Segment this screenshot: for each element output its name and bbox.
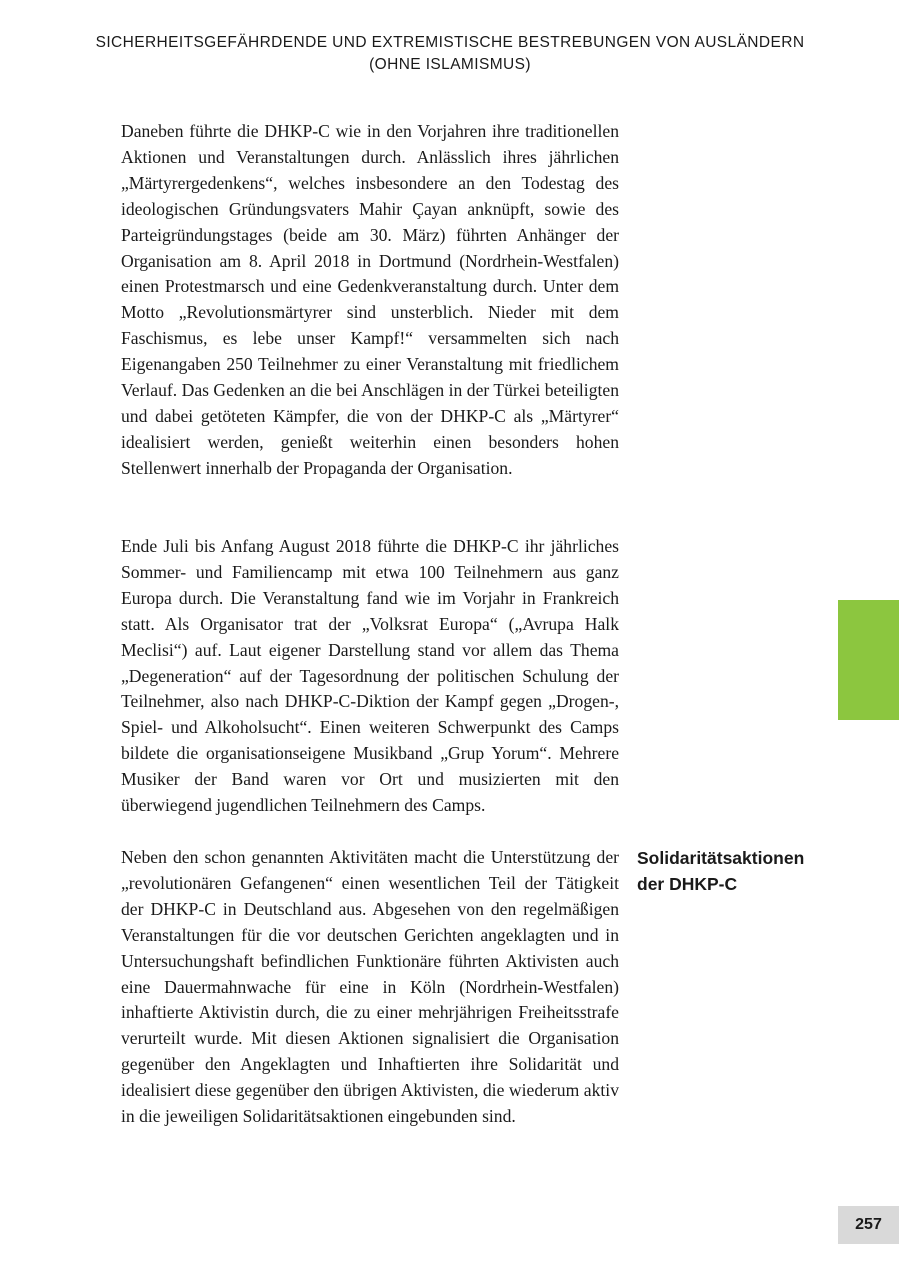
margin-heading-line-1: Solidaritätsaktionen xyxy=(637,848,805,868)
page-number: 257 xyxy=(838,1206,899,1244)
paragraph-text: Daneben führte die DHKP-C wie in den Vorjahren ihre traditionellen Aktionen und Veranstaltungen durch. Anlässlich ihres jährlichen „Märtyrergedenkens“, welches insbesondere an den Todestag des ideologischen Gründungsvaters Mahir Çayan anknüpft, sowie des Parteigründungstages (beide am 30. März) führten Anhänger der Organisation am 8. April 2018 in Dortmund (Nordrhein-Westfalen) einen Protestmarsch und eine Gedenkveranstaltung durch. Unter dem Motto „Revolutionsmärtyrer sind unsterblich. Nieder mit dem Faschismus, es lebe unser Kampf!“ versammelten sich nach Eigenangaben 250 Teilnehmer zu einer Veranstaltung mit friedlichem Verlauf. Das Gedenken an die bei Anschlägen in der Türkei beteiligten und dabei getöteten Kämpfer, die von der DHKP-C als „Märtyrer“ idealisiert werden, genießt weiterhin einen besonders hohen Stellenwert innerhalb der Propaganda der Organisation. xyxy=(121,121,619,478)
margin-heading xyxy=(637,845,837,897)
body-paragraph-1 xyxy=(121,119,619,482)
section-tab-marker xyxy=(838,600,899,720)
body-paragraph-3 xyxy=(121,845,619,1130)
running-header-line-1: SICHERHEITSGEFÄHRDENDE UND EXTREMISTISCHE BESTREBUNGEN VON AUSLÄNDERN xyxy=(95,34,805,51)
running-header xyxy=(0,32,900,76)
paragraph-text: Neben den schon genannten Aktivitäten macht die Unterstützung der „revolutionären Gefangenen“ einen wesentlichen Teil der Tätigkeit der DHKP-C in Deutschland aus. Abgesehen von den regelmäßigen Veranstaltungen für die vor deutschen Gerichten angeklagten und in Untersuchungshaft befindlichen Funktionäre führten Aktivisten auch eine Dauermahnwache für eine in Köln (Nordrhein-Westfalen) inhaftierte Aktivistin durch, die zu einer mehrjährigen Freiheitsstrafe verurteilt wurde. Mit diesen Aktionen signalisiert die Organisation gegenüber den Angeklagten und Inhaftierten ihre Solidarität und idealisiert diese gegenüber den übrigen Aktivisten, die wiederum aktiv in die jeweiligen Solidaritätsaktionen eingebunden sind. xyxy=(121,847,619,1127)
body-paragraph-2 xyxy=(121,534,619,819)
running-header-line-2: (OHNE ISLAMISMUS) xyxy=(369,56,531,73)
margin-heading-line-2: der DHKP-C xyxy=(637,874,738,894)
paragraph-text: Ende Juli bis Anfang August 2018 führte die DHKP-C ihr jährliches Sommer- und Familiencamp mit etwa 100 Teilnehmern aus ganz Europa durch. Die Veranstaltung fand wie im Vorjahr in Frankreich statt. Als Organisator trat der „Volksrat Europa“ („Avrupa Halk Meclisi“) auf. Laut eigener Darstellung stand vor allem das Thema „Degeneration“ auf der Tagesordnung der politischen Schulung der Teilnehmer, also nach DHKP-C-Diktion der Kampf gegen „Drogen-, Spiel- und Alkoholsucht“. Einen weiteren Schwerpunkt des Camps bildete die organisationseigene Musikband „Grup Yorum“. Mehrere Musiker der Band waren vor Ort und musizierten mit den überwiegend jugendlichen Teilnehmern des Camps. xyxy=(121,536,619,816)
